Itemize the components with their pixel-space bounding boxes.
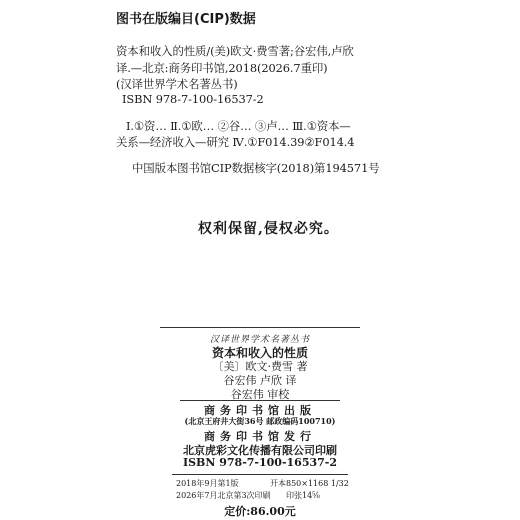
cip-heading: 图书在版编目(CIP)数据 [116,12,256,27]
colophon-top-rule [160,327,360,328]
cip-line: 译.—北京:商务印书馆,2018(2026.7重印) [116,61,328,75]
rights-notice: 权利保留,侵权必究。 [198,221,339,237]
translators: 谷宏伟 卢欣 译 [223,374,297,387]
publisher-rule [180,400,340,401]
printer: 北京虎彩文化传播有限公司印刷 [183,444,337,457]
cip-classification: 关系—经济收入—研究 Ⅳ.①F014.39②F014.4 [116,135,355,149]
colophon-isbn: ISBN 978-7-100-16537-2 [182,456,338,469]
publisher-address: (北京王府井大街36号 邮政编码100710) [184,416,336,426]
cip-line: 资本和收入的性质/(美)欧文·费雪著;谷宏伟,卢欣 [116,44,354,58]
sheet-count: 印张14⅝ [286,491,320,500]
cip-isbn: ISBN 978-7-100-16537-2 [122,92,264,106]
reviewer: 谷宏伟 审校 [230,388,290,401]
cip-line: (汉译世界学术名著丛书) [116,77,238,91]
price: 定价:86.00元 [224,505,296,518]
cip-classification: Ⅰ.①资… Ⅱ.①欧… ②谷… ③卢… Ⅲ.①资本— [126,119,351,133]
reprint-info: 2026年7月北京第3次印刷 [176,491,271,500]
book-format: 开本850×1168 1/32 [270,479,349,488]
edition-rule [172,474,348,475]
issuer: 商务印书馆发行 [204,430,316,443]
book-title: 资本和收入的性质 [211,346,308,360]
cip-record-number: 中国版本图书馆CIP数据核字(2018)第194571号 [132,161,380,175]
edition: 2018年9月第1版 [176,479,239,488]
series-name: 汉译世界学术名著丛书 [209,335,310,345]
publisher: 商务印书馆出版 [204,404,316,417]
authors: 〔美〕欧文·费雪 著 [212,360,308,373]
